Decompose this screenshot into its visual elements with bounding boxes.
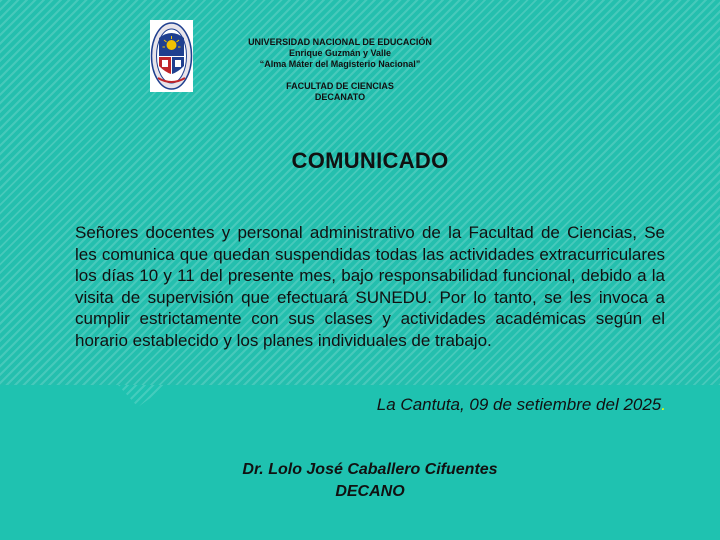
faculty-name: FACULTAD DE CIENCIAS (286, 81, 394, 91)
date-text: La Cantuta, 09 de setiembre del 2025 (376, 395, 662, 414)
institution-header (220, 37, 460, 103)
signer-role: DECANO (335, 483, 405, 500)
office-name: DECANATO (314, 92, 366, 102)
signer-name: Dr. Lolo José Caballero Cifuentes (242, 461, 498, 478)
page-title: COMUNICADO (291, 148, 449, 173)
striped-background-tail (118, 385, 168, 407)
university-name: Enrique Guzmán y Valle (288, 48, 392, 58)
signature-block (0, 459, 720, 503)
university-heading: UNIVERSIDAD NACIONAL DE EDUCACIÓN (248, 37, 432, 47)
university-motto: “Alma Máter del Magisterio Nacional” (259, 59, 421, 69)
announcement-body: Señores docentes y personal administrativo de la Facultad de Ciencias, Se les comunica que quedan suspendidas todas las actividades extracurriculares los días 10 y 11 del presente mes, bajo responsabilidad funcional, debido a la visita de supervisión que efectuará SUNEDU. Por lo tanto, se les invoca a cumplir estrictamente con sus clases y actividades académicas según el horario establecido y los planes individuales de trabajo. (75, 223, 665, 350)
date-period: . (661, 395, 666, 414)
date-line (377, 395, 666, 415)
university-seal-icon (150, 20, 193, 92)
